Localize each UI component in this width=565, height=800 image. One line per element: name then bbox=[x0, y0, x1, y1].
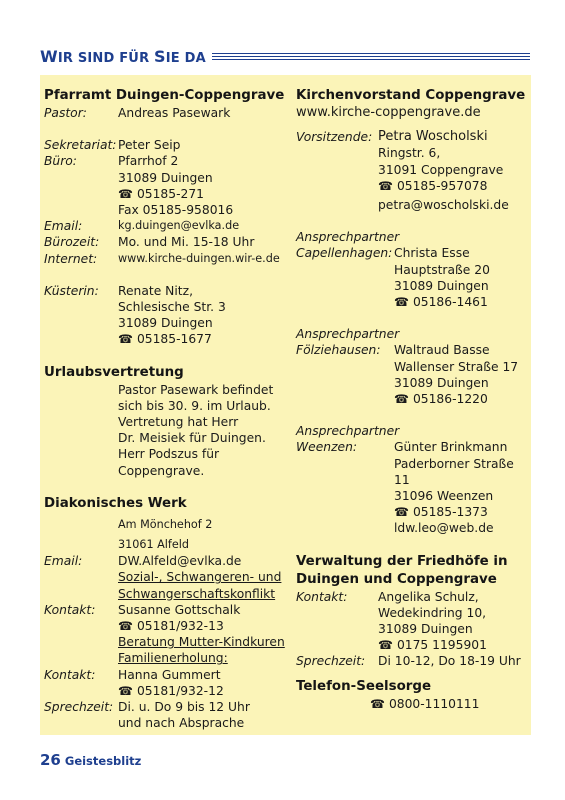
phone-icon: ☎ bbox=[118, 683, 133, 698]
left-column: Pfarramt Duingen-Coppengrave Pastor: Andreas Pasewark Sekretariat: Peter Seip Büro: Pfarrhof 2 31089 Duingen ☎ 05185-271 Fax 05185-958016 Email: kg.duingen@evlka.de Bürozeit: Mo. und Mi. 15-18 Uhr Internet: www.kirche-duingen.wir-e.de Küsterin: Renate Nitz, Schlesische Str. 3 31089 Duingen ☎ 05185-1677 Urlaubsvertretung Pastor Pasewark befindet sich bis 30. 9. im Urlaub. Vertretung hat Herr Dr. Meisiek für Duingen. Herr Podszus für Coppengrave. Diakonisches Werk Am Mönchehof 2 31061 Alfeld Email: DW.Alfeld@evlka.de Sozial-, Schwangeren- und Schwangerschaftskonflikt Kontakt: Susanne Gottschalk ☎ 05181/932-13 Beratung Mutter-Kindkuren Familienerholung: Kontakt: Hanna Gummert ☎ 05181/932-12 Sprechzeit: Di. u. Do 9 bis 12 Uhr und nach Absprache bbox=[44, 87, 289, 732]
phone-icon: ☎ bbox=[394, 505, 409, 520]
phone-icon: ☎ bbox=[118, 332, 133, 347]
diakonie-heading: Diakonisches Werk bbox=[44, 495, 187, 511]
pfarramt-email: kg.duingen@evlka.de bbox=[118, 219, 240, 233]
weenzen-email: ldw.leo@web.de bbox=[394, 521, 494, 536]
right-column: Kirchenvorstand Coppengrave www.kirche-coppengrave.de Vorsitzende: Petra Woscholski Ringstr. 6, 31091 Coppengrave ☎ 05185-957078 petra@woscholski.de Ansprechpartner Capellenhagen: Christa Esse Hauptstraße 20 31089 Duingen ☎ 05186-1461 Ansprechpartner Fölziehausen: Waltraud Basse Wallenser Straße 17 31089 Duingen ☎ 05186-1220 Ansprechpartner Weenzen: Günter Brinkmann Paderborner Straße 11 31096 Weenzen ☎ 05185-1373 ldw.leo@web.de Verwaltung der Friedhöfe in Duingen und Coppengrave Kontakt: Angelika Schulz, Wedekindring 10, 31089 Duingen ☎ 0175 1195901 Sprechzeit: Di 10-12, Do 18-19 Uhr Telefon-Seelsorge ☎ 0800-1110111 bbox=[296, 87, 528, 712]
friedhof-heading: Verwaltung der Friedhöfe in bbox=[296, 553, 508, 569]
kv-website: www.kirche-coppengrave.de bbox=[296, 105, 481, 120]
section-title: WIR SIND FÜR SIE DA bbox=[40, 47, 206, 66]
kv-email: petra@woscholski.de bbox=[378, 198, 509, 213]
header-rule bbox=[212, 53, 530, 61]
diakonie-email: DW.Alfeld@evlka.de bbox=[118, 554, 242, 569]
phone-icon: ☎ bbox=[394, 392, 409, 407]
urlaub-heading: Urlaubsvertretung bbox=[44, 364, 184, 380]
pastor-name: Andreas Pasewark bbox=[118, 106, 231, 120]
phone-icon: ☎ bbox=[118, 186, 133, 201]
pfarramt-website: www.kirche-duingen.wir-e.de bbox=[118, 251, 280, 265]
telefonseelsorge-heading: Telefon-Seelsorge bbox=[296, 678, 432, 694]
content-panel bbox=[40, 75, 531, 735]
page-header bbox=[40, 45, 530, 67]
phone-icon: ☎ bbox=[370, 696, 385, 711]
phone-icon: ☎ bbox=[378, 178, 393, 193]
page-footer bbox=[40, 750, 141, 769]
phone-icon: ☎ bbox=[394, 295, 409, 310]
pfarramt-heading: Pfarramt Duingen-Coppengrave bbox=[44, 88, 285, 103]
page-number: 26 bbox=[40, 751, 61, 769]
phone-icon: ☎ bbox=[378, 638, 393, 653]
kv-heading: Kirchenvorstand Coppengrave bbox=[296, 88, 526, 103]
magazine-name: Geistesblitz bbox=[64, 754, 142, 768]
phone-icon: ☎ bbox=[118, 619, 133, 634]
